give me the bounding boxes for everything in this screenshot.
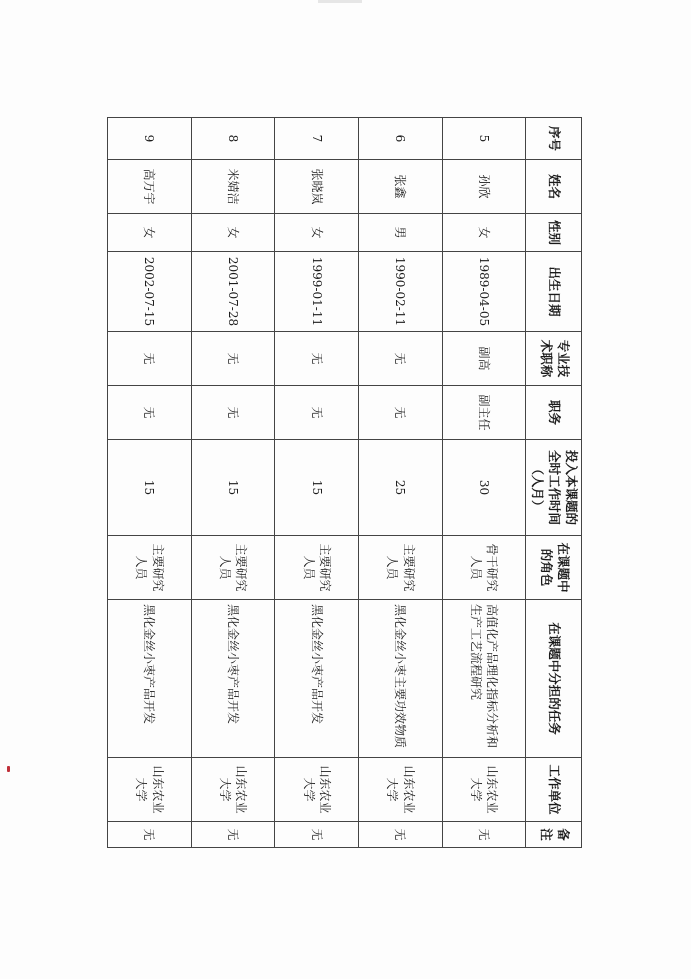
table-cell: 无 [359, 386, 443, 440]
header-cell: 工作单位 [526, 758, 582, 822]
table-cell: 男 [359, 214, 443, 252]
table-cell: 15 [191, 440, 275, 536]
table-cell: 女 [191, 214, 275, 252]
table-cell: 无 [359, 332, 443, 386]
table-cell: 高万宇 [108, 160, 192, 214]
header-cell: 性别 [526, 214, 582, 252]
personnel-table [107, 117, 582, 848]
scan-artifact [318, 0, 362, 3]
table-cell: 1989-04-05 [442, 252, 526, 332]
table-cell: 无 [275, 386, 359, 440]
table-cell: 无 [191, 386, 275, 440]
table-row [442, 118, 526, 848]
table-cell: 山东农业大学 [442, 758, 526, 822]
header-cell: 备注 [526, 822, 582, 848]
table-cell: 孙欣 [442, 160, 526, 214]
table-cell: 无 [191, 332, 275, 386]
table-cell: 无 [108, 386, 192, 440]
table-cell: 无 [108, 822, 192, 848]
table-row [108, 118, 192, 848]
table-cell: 张鑫 [359, 160, 443, 214]
header-cell: 投入本课题的全时工作时间（人月） [526, 440, 582, 536]
table-cell: 米婧洁 [191, 160, 275, 214]
table-cell: 黑化金丝小枣产品开发 [191, 600, 275, 758]
table-cell: 山东农业大学 [191, 758, 275, 822]
table-cell: 黑化金丝小枣主要功效物质 [359, 600, 443, 758]
table-cell: 2002-07-15 [108, 252, 192, 332]
table-cell: 8 [191, 118, 275, 160]
table-cell: 张晓岚 [275, 160, 359, 214]
table-row [191, 118, 275, 848]
table-cell: 1999-01-11 [275, 252, 359, 332]
table-cell: 山东农业大学 [108, 758, 192, 822]
table-cell: 无 [359, 822, 443, 848]
table-cell: 无 [275, 822, 359, 848]
table-cell: 女 [108, 214, 192, 252]
table-cell: 1990-02-11 [359, 252, 443, 332]
table-cell: 黑化金丝小枣产品开发 [108, 600, 192, 758]
table-cell: 30 [442, 440, 526, 536]
table-cell: 15 [108, 440, 192, 536]
table-cell: 25 [359, 440, 443, 536]
header-row [526, 118, 582, 848]
header-cell: 职务 [526, 386, 582, 440]
table-cell: 主要研究人员 [275, 536, 359, 600]
table-row [275, 118, 359, 848]
table-cell: 主要研究人员 [359, 536, 443, 600]
table-cell: 山东农业大学 [359, 758, 443, 822]
header-cell: 出生日期 [526, 252, 582, 332]
table-cell: 高值化产品理化指标分析和生产工艺流程研究 [442, 600, 526, 758]
table-cell: 女 [442, 214, 526, 252]
table-cell: 2001-07-28 [191, 252, 275, 332]
header-cell: 序号 [526, 118, 582, 160]
table-cell: 无 [108, 332, 192, 386]
header-cell: 在课题中分担的任务 [526, 600, 582, 758]
table-cell: 6 [359, 118, 443, 160]
header-cell: 姓名 [526, 160, 582, 214]
table-cell: 女 [275, 214, 359, 252]
table-cell: 主要研究人员 [191, 536, 275, 600]
table-cell: 山东农业大学 [275, 758, 359, 822]
table-cell: 无 [442, 822, 526, 848]
header-cell: 在课题中的角色 [526, 536, 582, 600]
table-cell: 骨干研究人员 [442, 536, 526, 600]
table-cell: 7 [275, 118, 359, 160]
table-cell: 副高 [442, 332, 526, 386]
table-cell: 主要研究人员 [108, 536, 192, 600]
rotated-table [107, 117, 582, 847]
table-cell: 副主任 [442, 386, 526, 440]
header-cell: 专业技术职称 [526, 332, 582, 386]
table-cell: 15 [275, 440, 359, 536]
table-cell: 黑化金丝小枣产品开发 [275, 600, 359, 758]
table-cell: 9 [108, 118, 192, 160]
table-cell: 无 [275, 332, 359, 386]
personnel-table-container [107, 117, 582, 847]
table-cell: 5 [442, 118, 526, 160]
red-mark [7, 766, 10, 772]
table-cell: 无 [191, 822, 275, 848]
table-row [359, 118, 443, 848]
